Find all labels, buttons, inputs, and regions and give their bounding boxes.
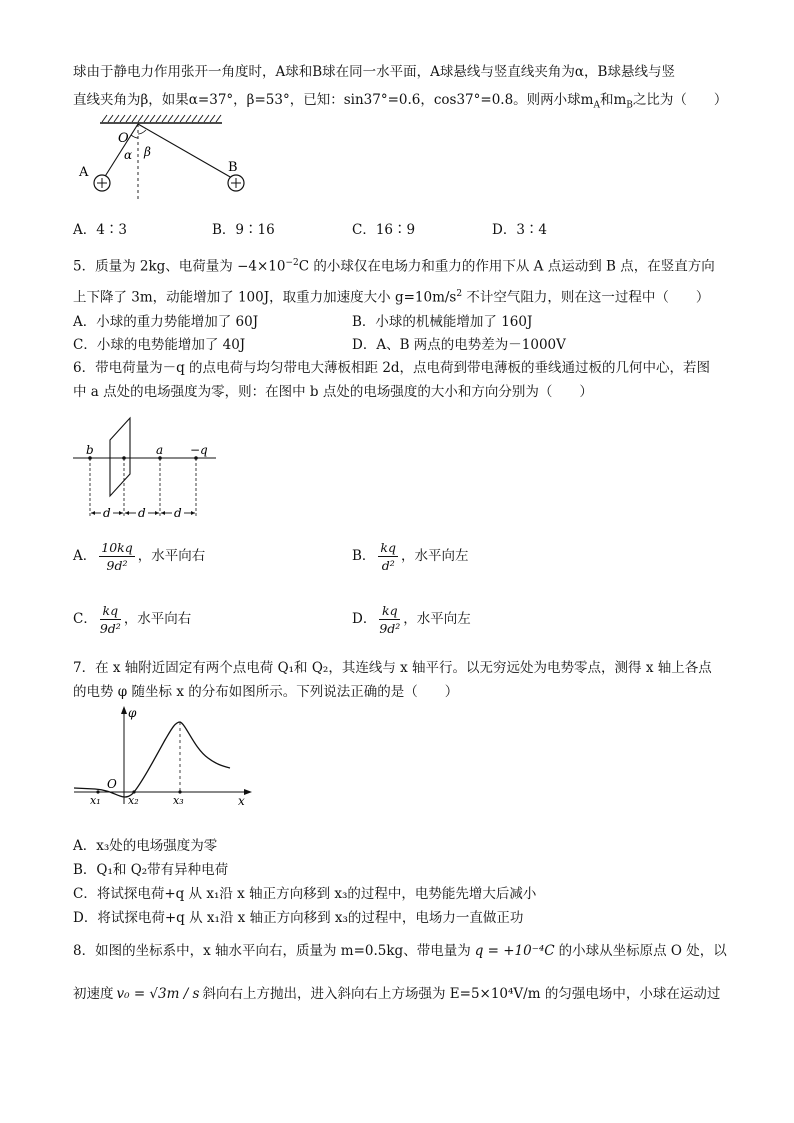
q7-text-line1: 7．在 x 轴附近固定有两个点电荷 Q₁和 Q₂，其连线与 x 轴平行。以无穷远处为电势零点，测得 x 轴上各点 (73, 660, 712, 676)
q6-label-b: b (86, 443, 94, 457)
q5-line2-pre: 上下降了 3m，动能增加了 100J，取重力加速度大小 g=10m/s (73, 289, 457, 306)
q7-label-x: x (238, 794, 245, 808)
q6-option-b-den: d² (381, 558, 395, 573)
q7-option-d[interactable]: D．将试探电荷+q 从 x₁沿 x 轴正方向移到 x₃的过程中，电场力一直做正功 (73, 910, 524, 926)
q4-option-d[interactable]: D．3∶4 (492, 222, 548, 238)
q6-option-b-num: kq (380, 540, 396, 555)
q7-option-c[interactable]: C．将试探电荷+q 从 x₁沿 x 轴正方向移到 x₃的过程中，电势能先增大后减小 (73, 886, 537, 902)
q8-line2-post: 斜向右上方抛出，进入斜向右上方场强为 E=5×10⁴V/m 的匀强电场中，小球在运动过 (202, 986, 721, 1002)
q4-option-c[interactable]: C．16∶9 (352, 222, 416, 238)
q8-line1-formula: q = +10⁻⁴C (474, 943, 555, 959)
q6-option-b-fraction (378, 540, 398, 573)
q6-text-line1: 6．带电荷量为－q 的点电荷与均匀带电大薄板相距 2d，点电荷到带电薄板的垂线通过板的几何中心，若图 (73, 360, 711, 376)
q4-text-line1: 球由于静电力作用张开一角度时，A球和B球在同一水平面，A球悬线与竖直线夹角为α，B球悬线与竖 (73, 64, 675, 80)
q6-option-b-label: B． (352, 548, 376, 564)
q6-option-c-num: kq (100, 603, 121, 620)
q6-option-d-den: 9d² (379, 621, 401, 636)
q4-figure (74, 112, 254, 204)
q4-label-a: A (79, 165, 89, 180)
q4-line2-main: 直线夹角为β，如果α=37°，β=53°，已知：sin37°=0.6，cos37°=0.8。则两小球m (73, 92, 594, 108)
q4-sub-b: B (626, 100, 633, 111)
q6-text-line2: 中 a 点处的电场强度为零，则：在图中 b 点处的电场强度的大小和方向分别为（ ） (73, 384, 593, 400)
q6-option-a-num: 10kq (101, 540, 133, 555)
q5-option-a[interactable]: A．小球的重力势能增加了 60J (73, 314, 259, 330)
q7-label-o: O (107, 777, 117, 791)
q7-label-phi: φ (128, 706, 137, 720)
q6-option-d-num: kq (379, 603, 400, 620)
q6-option-d[interactable] (352, 603, 471, 636)
q6-option-d-label: D． (352, 611, 377, 627)
q8-line1-pre: 8．如图的坐标系中，x 轴水平向右，质量为 m=0.5kg、带电量为 (73, 943, 471, 959)
q6-figure (70, 412, 220, 524)
q6-option-d-dir: ，水平向左 (403, 611, 471, 627)
q6-option-c-label: C． (73, 611, 97, 627)
q8-line2-pre: 初速度 (73, 986, 114, 1002)
q4-label-b: B (228, 160, 238, 175)
q6-option-a-dir: ，水平向右 (137, 548, 206, 564)
q7-label-x3: x₃ (173, 794, 184, 807)
q6-label-q: −q (190, 443, 208, 457)
q6-option-a-label: A． (73, 548, 97, 564)
q4-sub-a: A (593, 100, 600, 111)
q5-line2-sup: 2 (456, 289, 463, 299)
q5-option-c[interactable]: C．小球的电势能增加了 40J (73, 337, 246, 353)
q5-option-d[interactable]: D．A、B 两点的电势差为－1000V (352, 337, 566, 353)
q7-text-line2: 的电势 φ 随坐标 x 的分布如图所示。下列说法正确的是（ ） (73, 684, 459, 700)
q4-option-a[interactable]: A．4∶3 (73, 222, 127, 238)
q6-option-a[interactable] (73, 540, 205, 573)
q5-option-b[interactable]: B．小球的机械能增加了 160J (352, 314, 533, 330)
q6-option-c-den: 9d² (99, 621, 121, 636)
q6-option-c-dir: ，水平向右 (123, 611, 192, 627)
q7-option-b[interactable]: B．Q₁和 Q₂带有异种电荷 (73, 862, 229, 878)
q6-option-c[interactable] (73, 603, 191, 636)
q5-text-line2 (73, 284, 709, 308)
q4-line2-mid: 和m (599, 92, 627, 108)
q4-label-beta: β (144, 145, 151, 159)
q8-text-line1 (73, 941, 727, 961)
q6-label-d3: d (174, 506, 182, 520)
q7-label-x1: x₁ (90, 794, 101, 807)
q4-label-o: O (118, 131, 129, 146)
q6-label-a: a (156, 443, 164, 457)
q7-label-x2: x₂ (128, 794, 139, 807)
q4-option-b[interactable]: B．9∶16 (212, 222, 275, 238)
q4-label-alpha: α (124, 148, 133, 162)
q7-figure (70, 704, 255, 810)
q6-option-a-den: 9d² (106, 558, 128, 573)
q6-option-a-fraction (99, 540, 134, 573)
q8-line2-formula: v₀ = √3m / s (116, 986, 200, 1002)
q8-line1-post: 的小球从坐标原点 O 处，以 (558, 943, 727, 959)
q6-label-d1: d (103, 506, 111, 520)
q4-line2-end: 之比为（ ） (632, 92, 728, 108)
q5-line1-sup: −2 (285, 258, 299, 268)
q6-option-d-fraction (379, 603, 400, 636)
q5-text-line1 (73, 253, 715, 277)
q6-label-d2: d (138, 506, 146, 520)
q6-option-b[interactable] (352, 540, 469, 573)
q5-line1-pre: 5．质量为 2kg、电荷量为 −4×10 (73, 258, 286, 275)
q5-line1-post: C 的小球仅在电场力和重力的作用下从 A 点运动到 B 点，在竖直方向 (298, 258, 715, 275)
q5-line2-post: 不计空气阻力，则在这一过程中（ ） (462, 289, 710, 306)
q6-option-b-dir: ，水平向左 (401, 548, 469, 564)
q6-option-c-fraction (100, 603, 121, 636)
q7-option-a[interactable]: A．x₃处的电场强度为零 (73, 838, 218, 854)
q8-text-line2 (73, 984, 720, 1004)
